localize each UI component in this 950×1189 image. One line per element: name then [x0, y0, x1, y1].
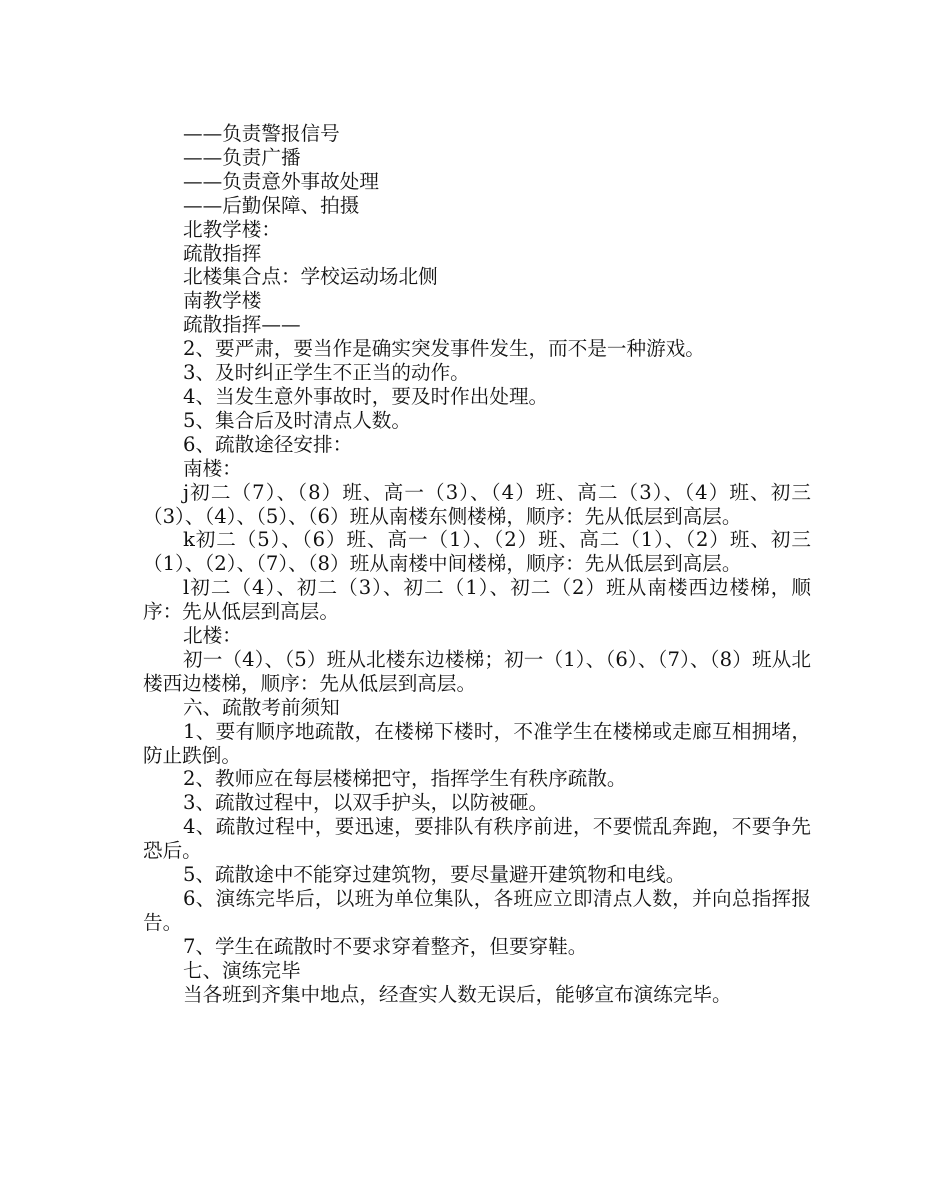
notice-4: 4、疏散过程中，要迅速，要排队有秩序前进，不要慌乱奔跑，不要争先恐后。: [143, 815, 811, 863]
section-6-heading: 六、疏散考前须知: [183, 695, 340, 719]
rule-6-route-plan: 6、疏散途径安排：: [183, 432, 353, 456]
north-route-stairs: 初一（4）、（5）班从北楼东边楼梯；初一（1）、（6）、（7）、（8）班从北楼西边楼梯，顺序：先从低层到高层。: [143, 647, 811, 695]
notice-6: 6、演练完毕后，以班为单位集队，各班应立即清点人数，并向总指挥报告。: [143, 887, 811, 934]
role-logistics-filming: ——后勤保障、拍摄: [183, 193, 360, 217]
role-accident-handling: ——负责意外事故处理: [183, 169, 379, 193]
role-broadcast: ——负责广播: [183, 145, 301, 169]
document-page: [143, 122, 811, 1007]
south-route-middle-stairs: k初二（5）、（6）班、高一（1）、（2）班、高二（1）、（2）班、初三（1）、（2）、（7）、（8）班从南楼中间楼梯，顺序：先从低层到高层。: [143, 528, 811, 576]
rule-3: 3、及时纠正学生不正当的动作。: [183, 361, 470, 385]
north-building-label: 北楼：: [183, 624, 242, 648]
notice-3: 3、疏散过程中，以双手护头，以防被砸。: [183, 791, 549, 815]
south-building-heading: 南教学楼: [183, 289, 262, 313]
notice-5: 5、疏散途中不能穿过建筑物，要尽量避开建筑物和电线。: [183, 863, 686, 887]
drill-complete-statement: 当各班到齐集中地点，经查实人数无误后，能够宣布演练完毕。: [183, 982, 732, 1006]
section-7-heading: 七、演练完毕: [183, 958, 301, 982]
south-building-label: 南楼：: [183, 456, 242, 480]
north-evacuation-command: 疏散指挥: [183, 241, 262, 265]
rule-4: 4、当发生意外事故时，要及时作出处理。: [183, 384, 549, 408]
role-alarm-signal: ——负责警报信号: [183, 122, 340, 145]
north-assembly-point: 北楼集合点：学校运动场北侧: [183, 265, 438, 289]
notice-7: 7、学生在疏散时不要求穿着整齐，但要穿鞋。: [183, 934, 588, 958]
rule-5: 5、集合后及时清点人数。: [183, 408, 411, 432]
south-route-east-stairs: j初二（7）、（8）班、高一（3）、（4）班、高二（3）、（4）班、初三（3）、（4）、（5）、（6）班从南楼东侧楼梯，顺序：先从低层到高层。: [143, 480, 811, 528]
north-building-heading: 北教学楼：: [183, 217, 281, 241]
notice-2: 2、教师应在每层楼梯把守，指挥学生有秩序疏散。: [183, 767, 627, 791]
rule-2: 2、要严肃，要当作是确实突发事件发生，而不是一种游戏。: [183, 337, 705, 361]
south-route-west-stairs: l初二（4）、初二（3）、初二（1）、初二（2）班从南楼西边楼梯，顺序：先从低层到高层。: [143, 576, 811, 624]
south-evacuation-command: 疏散指挥——: [183, 313, 301, 337]
notice-1: 1、要有顺序地疏散，在楼梯下楼时，不准学生在楼梯或走廊互相拥堵，防止跌倒。: [143, 719, 811, 767]
